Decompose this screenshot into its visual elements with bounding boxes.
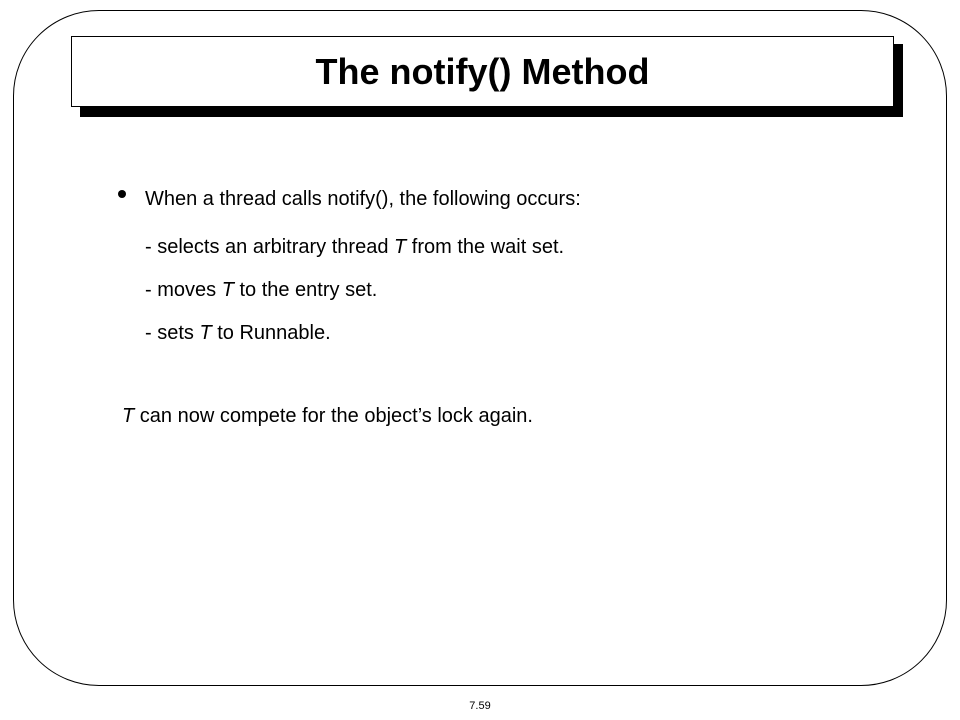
step-prefix: - moves bbox=[145, 279, 222, 301]
step-line-1 bbox=[145, 237, 564, 257]
step-suffix: to Runnable. bbox=[211, 322, 331, 344]
conclusion-line bbox=[122, 406, 533, 426]
variable-t: T bbox=[221, 279, 234, 301]
step-suffix: from the wait set. bbox=[406, 236, 565, 258]
step-line-3 bbox=[145, 323, 331, 343]
title-box bbox=[71, 36, 894, 107]
step-prefix: - sets bbox=[145, 322, 200, 344]
variable-t: T bbox=[394, 236, 407, 258]
conclusion-text: can now compete for the object’s lock again. bbox=[134, 405, 533, 427]
page-number: 7.59 bbox=[469, 700, 491, 712]
variable-t: T bbox=[199, 322, 212, 344]
step-suffix: to the entry set. bbox=[233, 279, 378, 301]
slide-title: The notify() Method bbox=[315, 50, 650, 92]
bullet-icon bbox=[118, 190, 126, 198]
bullet-text: When a thread calls notify(), the following occurs: bbox=[145, 188, 581, 210]
variable-t: T bbox=[122, 405, 135, 427]
step-prefix: - selects an arbitrary thread bbox=[145, 236, 394, 258]
step-line-2 bbox=[145, 280, 377, 300]
